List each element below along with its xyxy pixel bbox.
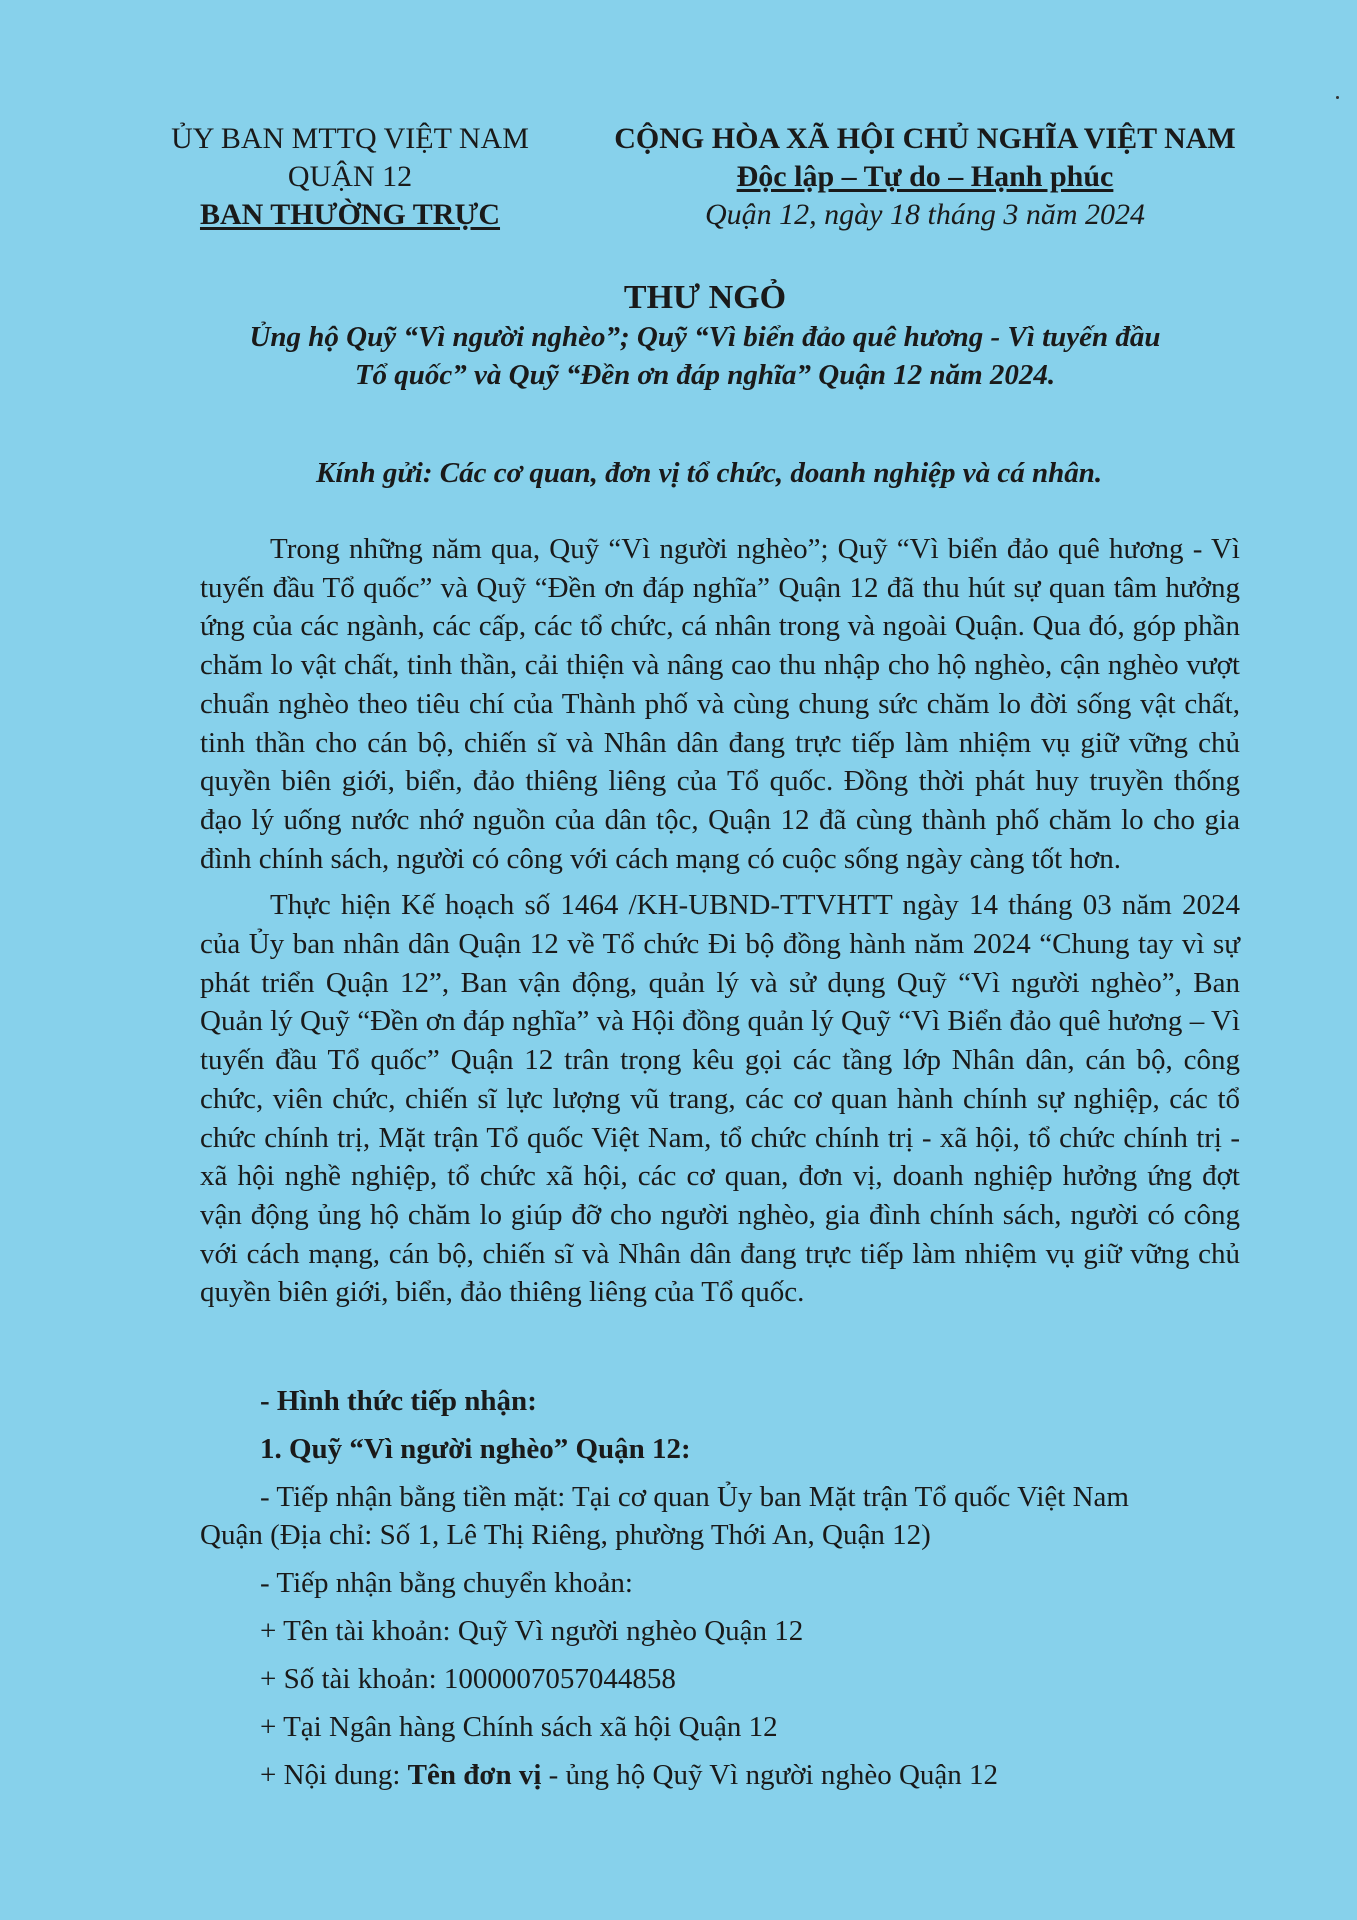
issuer-line1: ỦY BAN MTTQ VIỆT NAM: [171, 122, 529, 155]
national-motto: Độc lập – Tự do – Hạnh phúc: [736, 160, 1114, 193]
subtitle-line2: Tổ quốc” và Quỹ “Đền ơn đáp nghĩa” Quận 12 năm 2024.: [354, 359, 1056, 391]
issuer-line2: QUẬN 12: [287, 160, 413, 193]
cash-line2: Quận (Địa chỉ: Số 1, Lê Thị Riêng, phường Thới An, Quận 12): [200, 1519, 931, 1551]
content-suffix: - ủng hộ Quỹ Vì người nghèo Quận 12: [541, 1759, 999, 1791]
issuer-line3: BAN THƯỜNG TRỰC: [199, 198, 501, 231]
bank-name: + Tại Ngân hàng Chính sách xã hội Quận 12: [260, 1711, 778, 1743]
document-date: Quận 12, ngày 18 tháng 3 năm 2024: [705, 198, 1145, 231]
national-title: CỘNG HÒA XÃ HỘI CHỦ NGHĨA VIỆT NAM: [614, 122, 1236, 155]
account-number: + Số tài khoản: 1000007057044858: [260, 1663, 676, 1695]
paragraph-1: Trong những năm qua, Quỹ “Vì người nghèo”; Quỹ “Vì biển đảo quê hương - Vì tuyến đầu Tổ quốc” và Quỹ “Đền ơn đáp nghĩa” Quận 12 đã thu hút sự quan tâm hưởng ứng của các ngành, các cấp, các tổ chức, cá nhân trong và ngoài Quận. Qua đó, góp phần chăm lo vật chất, tinh thần, cải thiện và nâng cao thu nhập cho hộ nghèo, cận nghèo vượt chuẩn nghèo theo tiêu chí của Thành phố và cùng chung sức chăm lo đời sống vật chất, tinh thần cho cán bộ, chiến sĩ và Nhân dân đang trực tiếp làm nhiệm vụ giữ vững chủ quyền biên giới, biển, đảo thiêng liêng của Tổ quốc. Đồng thời phát huy truyền thống đạo lý uống nước nhớ nguồn của dân tộc, Quận 12 đã cùng thành phố chăm lo cho gia đình chính sách, người có công với cách mạng có cuộc sống ngày càng tốt hơn.: [200, 533, 1240, 875]
account-name: + Tên tài khoản: Quỹ Vì người nghèo Quận 12: [260, 1615, 804, 1647]
transfer-content: [200, 1756, 1240, 1794]
scan-dot: [1336, 96, 1339, 99]
document-subtitle: [140, 318, 1270, 394]
fund1-heading: 1. Quỹ “Vì người nghèo” Quận 12:: [260, 1433, 691, 1465]
subtitle-line1: Ủng hộ Quỹ “Vì người nghèo”; Quỹ “Vì biển đảo quê hương - Vì tuyến đầu: [249, 321, 1161, 353]
receiving-info: [200, 1382, 1240, 1794]
recipient-line: Kính gửi: Các cơ quan, đơn vị tổ chức, doanh nghiệp và cá nhân.: [316, 457, 1103, 489]
body-text: [200, 530, 1240, 1320]
content-prefix: + Nội dung:: [260, 1759, 408, 1791]
paragraph-2: Thực hiện Kế hoạch số 1464 /KH-UBND-TTVHTT ngày 14 tháng 03 năm 2024 của Ủy ban nhân dân Quận 12 về Tổ chức Đi bộ đồng hành năm 2024 “Chung tay vì sự phát triển Quận 12”, Ban vận động, quản lý và sử dụng Quỹ “Vì người nghèo”, Ban Quản lý Quỹ “Đền ơn đáp nghĩa” và Hội đồng quản lý Quỹ “Vì Biển đảo quê hương – Vì tuyến đầu Tổ quốc” Quận 12 trân trọng kêu gọi các tầng lớp Nhân dân, cán bộ, công chức, viên chức, chiến sĩ lực lượng vũ trang, các cơ quan hành chính sự nghiệp, các tổ chức chính trị, Mặt trận Tổ quốc Việt Nam, tổ chức chính trị - xã hội, tổ chức chính trị - xã hội nghề nghiệp, tổ chức xã hội, các cơ quan, đơn vị, doanh nghiệp hưởng ứng đợt vận động ủng hộ chăm lo giúp đỡ cho người nghèo, gia đình chính sách, người có công với cách mạng, cán bộ, chiến sĩ và Nhân dân đang trực tiếp làm nhiệm vụ giữ vững chủ quyền biên giới, biển, đảo thiêng liêng của Tổ quốc.: [200, 889, 1240, 1309]
national-header: [580, 120, 1270, 234]
document-title: THƯ NGỎ: [623, 279, 787, 316]
content-bold: Tên đơn vị: [407, 1759, 542, 1791]
issuer-block: [140, 120, 560, 234]
form-heading: - Hình thức tiếp nhận:: [260, 1385, 537, 1417]
cash-line1: - Tiếp nhận bằng tiền mặt: Tại cơ quan Ủy ban Mặt trận Tổ quốc Việt Nam: [260, 1481, 1129, 1513]
transfer-line: - Tiếp nhận bằng chuyển khoản:: [260, 1567, 633, 1599]
